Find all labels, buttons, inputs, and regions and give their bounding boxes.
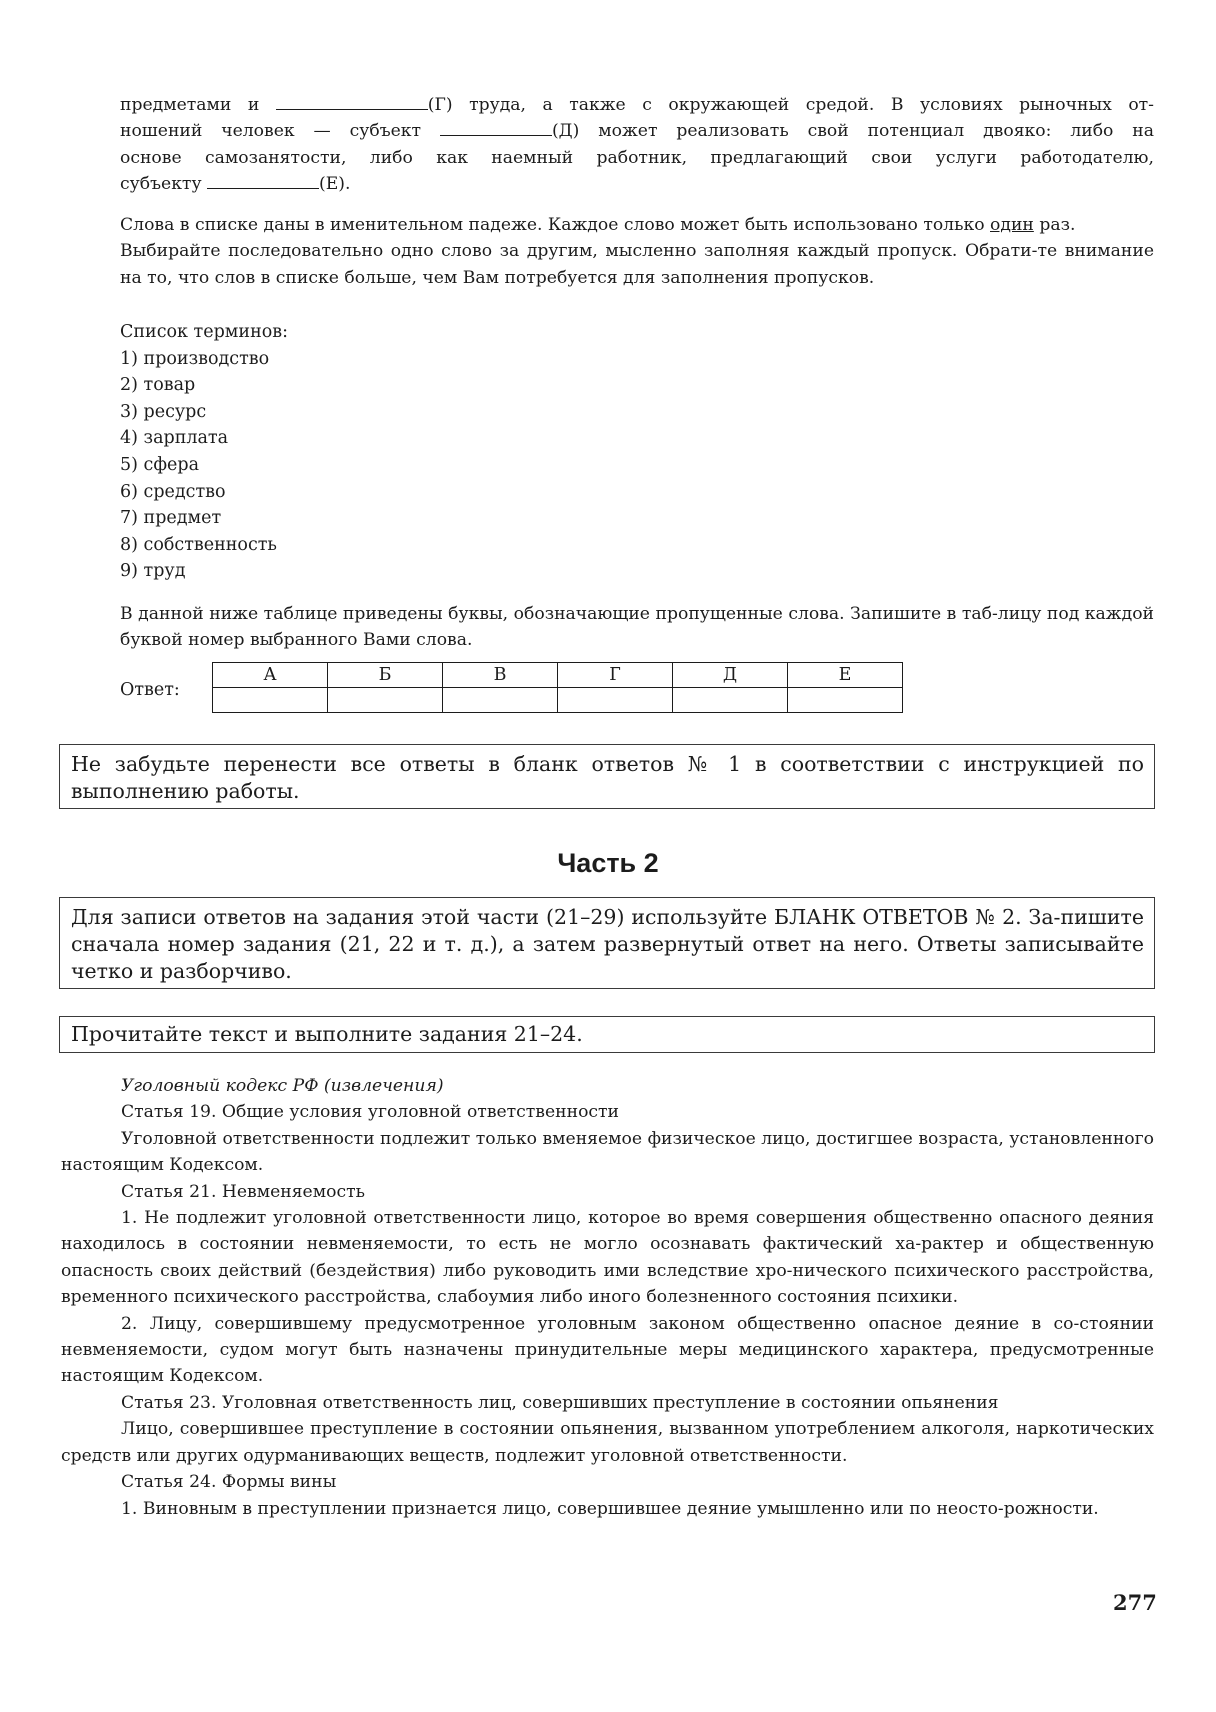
- answer-table: [212, 662, 903, 713]
- list-item: 4) зарплата: [120, 428, 229, 449]
- list-item: 2) товар: [120, 375, 196, 396]
- blank-d: [440, 118, 552, 136]
- answer-letter: В: [443, 663, 558, 688]
- answer-letter: Б: [328, 663, 443, 688]
- answer-label: Ответ:: [120, 680, 180, 700]
- terms-title: Список терминов:: [120, 322, 289, 342]
- source-paragraph: Статья 21. Невменяемость: [121, 1181, 365, 1202]
- source-paragraph: Лицо, совершившее преступление в состоянии опьянения, вызванном употреблением алкоголя, наркотических средств или других одурманивающих веществ, подлежит уголовной ответственности.: [61, 1419, 1154, 1466]
- answer-cell[interactable]: [443, 688, 558, 713]
- answer-letter: Е: [788, 663, 903, 688]
- source-paragraph: Статья 24. Формы вины: [121, 1472, 337, 1493]
- answer-letter: А: [213, 663, 328, 688]
- part-title: Часть 2: [557, 848, 659, 878]
- answer-cell[interactable]: [673, 688, 788, 713]
- table-row: [213, 688, 903, 713]
- answer-letter: Д: [673, 663, 788, 688]
- list-item: 5) сфера: [120, 454, 200, 475]
- read-task-box: Прочитайте текст и выполните задания 21–24.: [59, 1016, 1155, 1053]
- source-title: Уголовный кодекс РФ (извлечения): [121, 1076, 444, 1096]
- source-paragraph: Уголовной ответственности подлежит только вменяемое физическое лицо, достигшее возраста, установленного настоящим Кодексом.: [61, 1128, 1154, 1176]
- text-fragment: (Е).: [319, 174, 351, 195]
- list-item: 9) труд: [120, 561, 186, 582]
- part2-instructions-box: Для записи ответов на задания этой части (21–29) используйте БЛАНК ОТВЕТОВ № 2. За-пишите сначала номер задания (21, 22 и т. д.), а затем развернутый ответ на него. Ответы записывайте четко и разборчиво.: [59, 897, 1155, 989]
- instruction-text: Выбирайте последовательно одно слово за другим, мысленно заполняя каждый пропуск. Обрати-те внимание на то, что слов в списке больше, чем Вам потребуется для заполнения пропусков.: [120, 241, 1154, 288]
- text-fragment: (Г) труда, а также с окружающей средой. В условиях рыночных от-: [427, 95, 1154, 115]
- table-intro-text: В данной ниже таблице приведены буквы, обозначающие пропущенные слова. Запишите в таб-лицу под каждой буквой номер выбранного Вами слова.: [120, 604, 1154, 651]
- text-line: основе самозанятости, либо как наемный работник, предлагающий свои услуги работодателю,: [120, 147, 1154, 168]
- answer-cell[interactable]: [558, 688, 673, 713]
- blank-g: [276, 92, 428, 110]
- list-item: 3) ресурс: [120, 401, 207, 422]
- source-paragraph: 1. Виновным в преступлении признается лицо, совершившее деяние умышленно или по неосто-рожности.: [121, 1498, 1099, 1519]
- fill-in-paragraph: [120, 92, 1154, 198]
- answer-cell[interactable]: [213, 688, 328, 713]
- instruction-text: Слова в списке даны в именительном падеже. Каждое слово может быть использовано только: [120, 215, 985, 235]
- text-fragment: предметами и: [120, 95, 260, 115]
- list-item: 8) собственность: [120, 534, 277, 555]
- answer-cell[interactable]: [328, 688, 443, 713]
- blank-e: [207, 171, 319, 189]
- source-text: [61, 1073, 1154, 1522]
- page-number: 277: [1113, 1590, 1157, 1615]
- table-intro: [120, 601, 1154, 654]
- list-item: 6) средство: [120, 481, 226, 502]
- source-paragraph: 1. Не подлежит уголовной ответственности лицо, которое во время совершения общественно опасного деяния находилось в состоянии невменяемости, то есть не могло осознавать фактический ха-рактер и общественную опасность своих действий (бездействия) либо руководить ими вследствие хро-нического психического расстройства, временного психического расстройства, слабоумия либо иного болезненного состояния психики.: [61, 1208, 1154, 1308]
- source-paragraph: Статья 19. Общие условия уголовной ответственности: [121, 1102, 620, 1123]
- source-paragraph: 2. Лицу, совершившему предусмотренное уголовным законом общественно опасное деяние в со-стоянии невменяемости, судом могут быть назначены принудительные меры медицинского характера, предусмотренные настоящим Кодексом.: [61, 1313, 1154, 1387]
- text-fragment: (Д) может реализовать свой потенциал двояко: либо на: [551, 121, 1155, 142]
- instruction-underlined: один: [990, 215, 1034, 235]
- instruction-text: раз.: [1039, 215, 1076, 235]
- list-item: 7) предмет: [120, 508, 222, 529]
- reminder-box: Не забудьте перенести все ответы в бланк ответов № 1 в соответствии с инструкцией по выполнению работы.: [59, 744, 1155, 809]
- answer-cell[interactable]: [788, 688, 903, 713]
- instructions: [120, 212, 1154, 291]
- text-fragment: ношений человек — субъект: [120, 121, 422, 142]
- table-row: [213, 663, 903, 688]
- source-paragraph: Статья 23. Уголовная ответственность лиц, совершивших преступление в состоянии опьянения: [121, 1392, 999, 1413]
- answer-letter: Г: [558, 663, 673, 688]
- text-fragment: субъекту: [120, 174, 202, 195]
- list-item: 1) производство: [120, 348, 270, 369]
- terms-list: [120, 319, 1154, 585]
